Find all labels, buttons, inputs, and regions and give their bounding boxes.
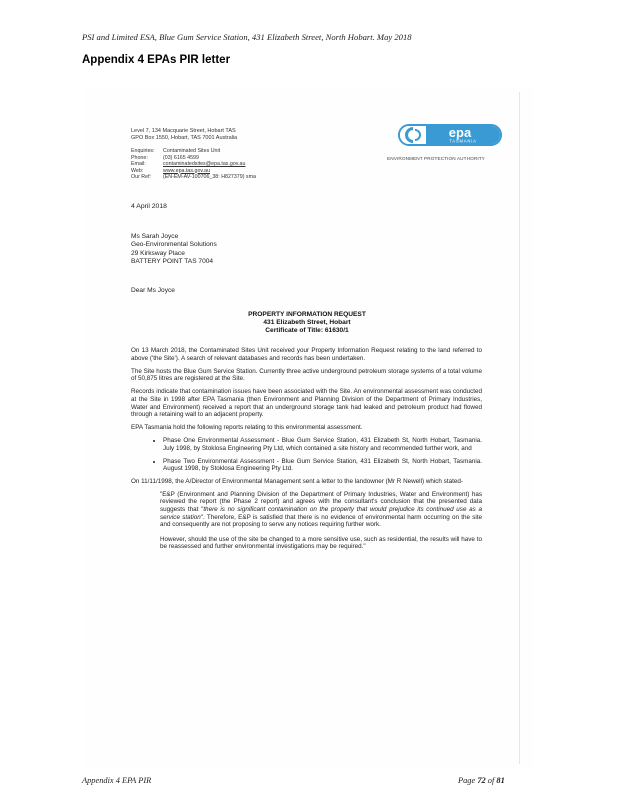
contact-key: Email: (131, 161, 146, 167)
reports-list (131, 437, 482, 472)
page-title: Appendix 4 EPAs PIR letter (82, 54, 231, 66)
recipient-line: Ms Sarah Joyce (131, 233, 179, 240)
epa-logo (398, 124, 502, 146)
letter-heading (131, 311, 483, 335)
paragraph: EPA Tasmania hold the following reports relating to this environmental assessment. (131, 424, 363, 432)
contact-key: Phone: (131, 154, 148, 161)
page-mid: of (485, 776, 497, 785)
quote-paragraph (160, 491, 482, 529)
logo-state: TASMANIA (449, 138, 477, 144)
letter-body (131, 347, 482, 558)
heading-line: PROPERTY INFORMATION REQUEST (248, 311, 366, 318)
recipient-line: BATTERY POINT TAS 7004 (131, 257, 214, 265)
contact-value: Contaminated Sites Unit (163, 148, 221, 154)
contact-value: (EN-EM-AV-100706_38: H827379) sma (163, 174, 256, 180)
footer-label: Appendix 4 EPA PIR (82, 776, 152, 785)
letter-date: 4 April 2018 (131, 203, 167, 210)
page-current: 72 (477, 776, 486, 785)
list-item: • Phase One Environmental Assessment - Blue Gum Service Station, 431 Elizabeth St, North Hobart, Tasmania. July 1998, by Stoklosa Engineering Pty Ltd, which contained a site history and recommended further work, and (163, 437, 482, 452)
page-number (458, 776, 505, 785)
logo-word: epa (448, 126, 472, 140)
address-line: GPO Box 1550, Hobart, TAS 7001 Australia (131, 134, 238, 141)
contact-value: (03) 6165 4599 (163, 154, 199, 161)
heading-line: 431 Elizabeth Street, Hobart (263, 318, 351, 326)
contact-row (131, 174, 256, 181)
salutation: Dear Ms Joyce (131, 287, 175, 294)
paragraph: On 13 March 2018, the Contaminated Sites Unit received your Property Information Request relating to the land referred to above ('the Site'). A search of relevant databases and records has been undertaken. (131, 347, 482, 362)
paragraph: On 11/11/1998, the A/Director of Environmental Management sent a letter to the landowner (Mr R Newell) which stated- (131, 477, 463, 485)
recipient-line: 29 Kirksway Place (131, 249, 185, 257)
contact-key: Our Ref: (131, 174, 152, 180)
paragraph: The Site hosts the Blue Gum Service Station. Currently three active underground petroleum storage systems of a total volume of 50,875 litres are registered at the Site. (131, 367, 482, 383)
quoted-letter (131, 491, 482, 551)
quote-emphasis: there is no significant contamination on the property that would prejudice its continued use as a service station (160, 506, 482, 521)
sender-address (131, 128, 237, 141)
contact-key: Web: (131, 167, 144, 174)
page-prefix: Page (458, 776, 478, 785)
scan-edge-divider (519, 92, 520, 764)
paragraph: Records indicate that contamination issues have been associated with the Site. An environmental assessment was conducted at the Site in 1998 after EPA Tasmania (then Environment and Planning Division of the Department of Primary Industries, Water and Environment) received a report that an underground storage tank had leaked and petroleum product had flowed through a retaining wall to an adjacent property. (131, 388, 482, 419)
web-link[interactable]: www.epa.tas.gov.au (163, 167, 211, 174)
contact-block (131, 148, 256, 181)
contact-key: Enquiries: (131, 148, 155, 154)
quote-text: ". Therefore, E&P is satisfied that there is no evidence of environmental harm occurring on the site and consequently are not proposing to serve any notices requiring further work. (160, 513, 482, 529)
email-link[interactable]: contaminatedsites@epa.tas.gov.au (163, 161, 246, 167)
recipient-line: Geo-Environmental Solutions (131, 241, 217, 249)
address-line: Level 7, 134 Macquarie Street, Hobart TAS (131, 128, 236, 134)
logo-subtitle: ENVIRONMENT PROTECTION AUTHORITY (387, 156, 485, 161)
heading-line: Certificate of Title: 61630/1 (265, 326, 349, 334)
list-item: • Phase Two Environmental Assessment - Blue Gum Service Station, 431 Elizabeth St, North Hobart, Tasmania. August 1998, by Stoklosa Engineering Pty Ltd. (163, 458, 482, 473)
recipient-block (131, 233, 217, 266)
quote-text: "E&P (Environment and Planning Division of the Department of Primary Industries, Water and Environment) has reviewed the report (the Phase 2 report) and agrees with the consultant's conclusion that the presented data suggests that " (160, 490, 482, 513)
page-total: 81 (496, 776, 505, 785)
quote-paragraph: However, should the use of the site be changed to a more sensitive use, such as residential, the results will have to be reassessed and further environmental investigations may be required." (160, 535, 482, 551)
page-header: PSI and Limited ESA, Blue Gum Service Station, 431 Elizabeth Street, North Hobart. May 2018 (82, 32, 412, 42)
